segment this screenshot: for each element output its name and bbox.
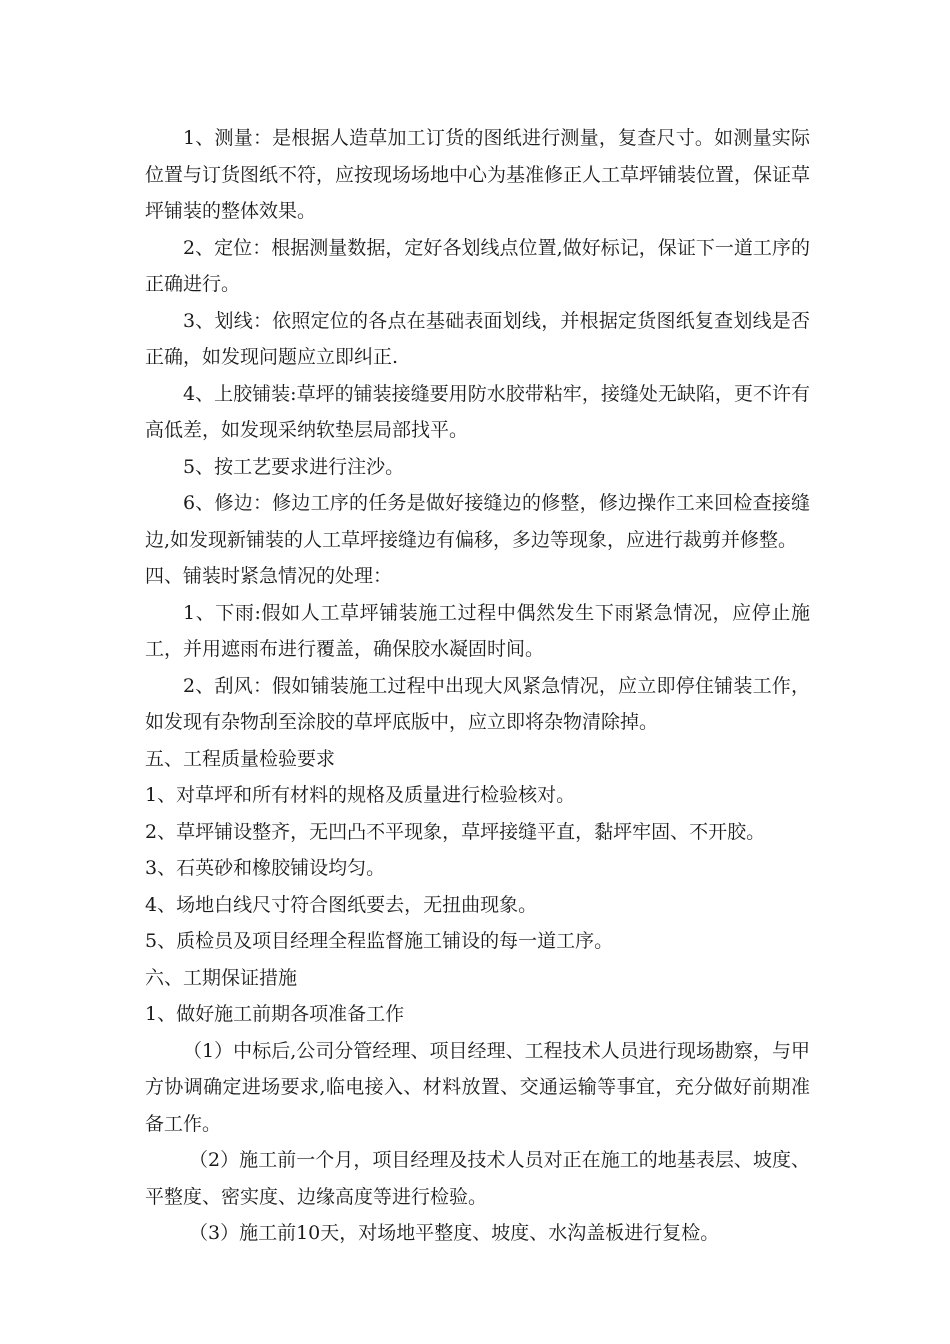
paragraph-marking: 3、划线：依照定位的各点在基础表面划线，并根据定货图纸复查划线是否正确，如发现问题应立即纠正. — [145, 309, 810, 368]
list-item-quality-5: 5、质检员及项目经理全程监督施工铺设的每一道工序。 — [145, 930, 614, 952]
list-item-quality-2: 2、草坪铺设整齐，无凹凸不平现象，草坪接缝平直，黏坪牢固、不开胶。 — [145, 820, 766, 843]
paragraph-gluing: 4、上胶铺装:草坪的铺装接缝要用防水胶带粘牢，接缝处无缺陷，更不许有高低差，如发现采纳软垫层局部找平。 — [145, 382, 810, 441]
list-item-quality-4: 4、场地白线尺寸符合图纸要去，无扭曲现象。 — [145, 893, 538, 916]
paragraph-edge-trimming: 6、修边：修边工序的任务是做好接缝边的修整，修边操作工来回检查接缝边,如发现新铺装的人工草坪接缝边有偏移，多边等现象，应进行裁剪并修整。 — [145, 492, 810, 551]
heading-schedule: 六、工期保证措施 — [145, 966, 298, 989]
paragraph-sand-filling: 5、按工艺要求进行注沙。 — [183, 455, 405, 478]
list-item-quality-1: 1、对草坪和所有材料的规格及质量进行检验核对。 — [145, 784, 576, 806]
list-item-quality-3: 3、石英砂和橡胶铺设均匀。 — [145, 857, 386, 879]
paragraph-wind: 2、刮风：假如铺装施工过程中出现大风紧急情况，应立即停住铺装工作，如发现有杂物刮至涂胶的草坪底版中，应立即将杂物清除掉。 — [145, 674, 810, 733]
heading-quality: 五、工程质量检验要求 — [145, 747, 336, 770]
paragraph-schedule-1: （1）中标后,公司分管经理、项目经理、工程技术人员进行现场勘察，与甲方协调确定进场要求,临电接入、材料放置、交通运输等事宜，充分做好前期准备工作。 — [145, 1039, 810, 1135]
document-body — [145, 120, 810, 1252]
heading-emergency: 四、铺装时紧急情况的处理： — [145, 565, 393, 587]
paragraph-measurement: 1、测量：是根据人造草加工订货的图纸进行测量，复查尺寸。如测量实际位置与订货图纸不符，应按现场场地中心为基准修正人工草坪铺装位置，保证草坪铺装的整体效果。 — [145, 127, 811, 222]
list-item-schedule-1: 1、做好施工前期各项准备工作 — [145, 1003, 405, 1025]
paragraph-schedule-2: （2）施工前一个月，项目经理及技术人员对正在施工的地基表层、坡度、平整度、密实度、边缘高度等进行检验。 — [145, 1149, 810, 1208]
paragraph-rain: 1、下雨:假如人工草坪铺装施工过程中偶然发生下雨紧急情况，应停止施工，并用遮雨布进行覆盖，确保胶水凝固时间。 — [145, 601, 810, 660]
paragraph-positioning: 2、定位：根据测量数据，定好各划线点位置,做好标记，保证下一道工序的正确进行。 — [145, 236, 810, 295]
paragraph-schedule-3: （3）施工前10天，对场地平整度、坡度、水沟盖板进行复检。 — [189, 1222, 720, 1244]
